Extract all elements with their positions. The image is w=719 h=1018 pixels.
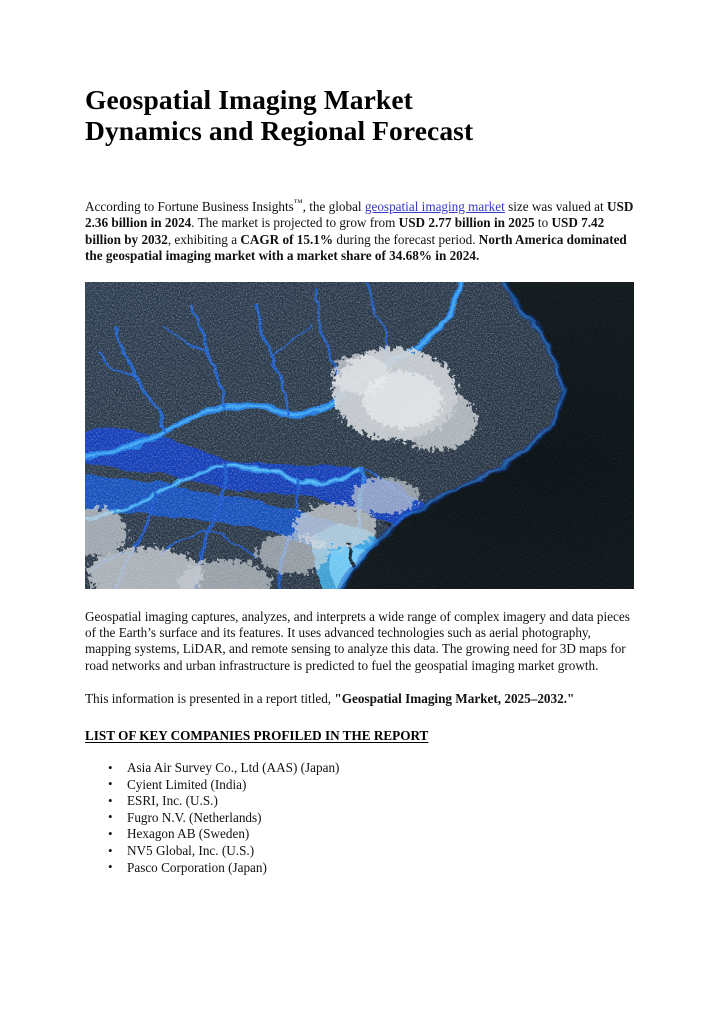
intro-text-3: size was valued at	[504, 199, 607, 214]
page-title-line-1: Geospatial Imaging Market	[85, 84, 413, 115]
section-heading-key-companies: LIST OF KEY COMPANIES PROFILED IN THE REPORT	[85, 727, 429, 743]
list-item: • ESRI, Inc. (U.S.)	[85, 793, 634, 810]
value-2032: USD 7.42 billion by 2032	[85, 215, 605, 247]
list-item: • NV5 Global, Inc. (U.S.)	[85, 843, 634, 860]
value-2024: USD 2.36 billion in 2024	[85, 199, 634, 231]
cagr-value: CAGR of 15.1%	[240, 231, 334, 247]
report-reference-prefix: This information is presented in a report titled,	[85, 691, 335, 707]
value-2025: USD 2.77 billion in 2025	[398, 215, 535, 231]
list-item: • Cyient Limited (India)	[85, 777, 634, 794]
intro-text-6: , exhibiting a	[167, 231, 241, 247]
intro-paragraph	[85, 146, 634, 265]
list-item: • Hexagon AB (Sweden)	[85, 826, 634, 843]
intro-text-4: . The market is projected to grow from	[191, 215, 399, 231]
report-reference-paragraph	[85, 674, 634, 707]
list-item: • Asia Air Survey Co., Ltd (AAS) (Japan)	[85, 760, 634, 777]
geospatial-imaging-market-link[interactable]: geospatial imaging market	[364, 199, 505, 214]
document-content	[85, 0, 634, 876]
intro-text-7: during the forecast period.	[333, 231, 479, 247]
page-title	[85, 0, 634, 146]
intro-text-5: to	[534, 215, 552, 231]
description-paragraph: Geospatial imaging captures, analyzes, and interprets a wide range of complex imagery and data pieces of the Earth’s surface and its features. It uses advanced technologies such as aerial photography, mapping systems, LiDAR, and remote sensing to analyze this data. The growing need for 3D maps for road networks and urban infrastructure is predicted to fuel the geospatial imaging market growth.	[85, 608, 630, 673]
trademark-symbol: ™	[293, 197, 303, 208]
intro-text-1: According to Fortune Business Insights	[85, 199, 294, 214]
key-companies-list	[85, 744, 634, 876]
satellite-image-figure	[85, 282, 634, 589]
list-item: • Pasco Corporation (Japan)	[85, 860, 634, 877]
report-title: "Geospatial Imaging Market, 2025–2032."	[334, 691, 575, 707]
intro-text-2: , the global	[302, 199, 365, 214]
satellite-radar-image	[85, 282, 634, 589]
page-title-line-2: Dynamics and Regional Forecast	[85, 115, 474, 146]
list-item: • Fugro N.V. (Netherlands)	[85, 810, 634, 827]
regional-share-statement: North America dominated the geospatial imaging market with a market share of 34.68% in 2024.	[85, 231, 627, 264]
